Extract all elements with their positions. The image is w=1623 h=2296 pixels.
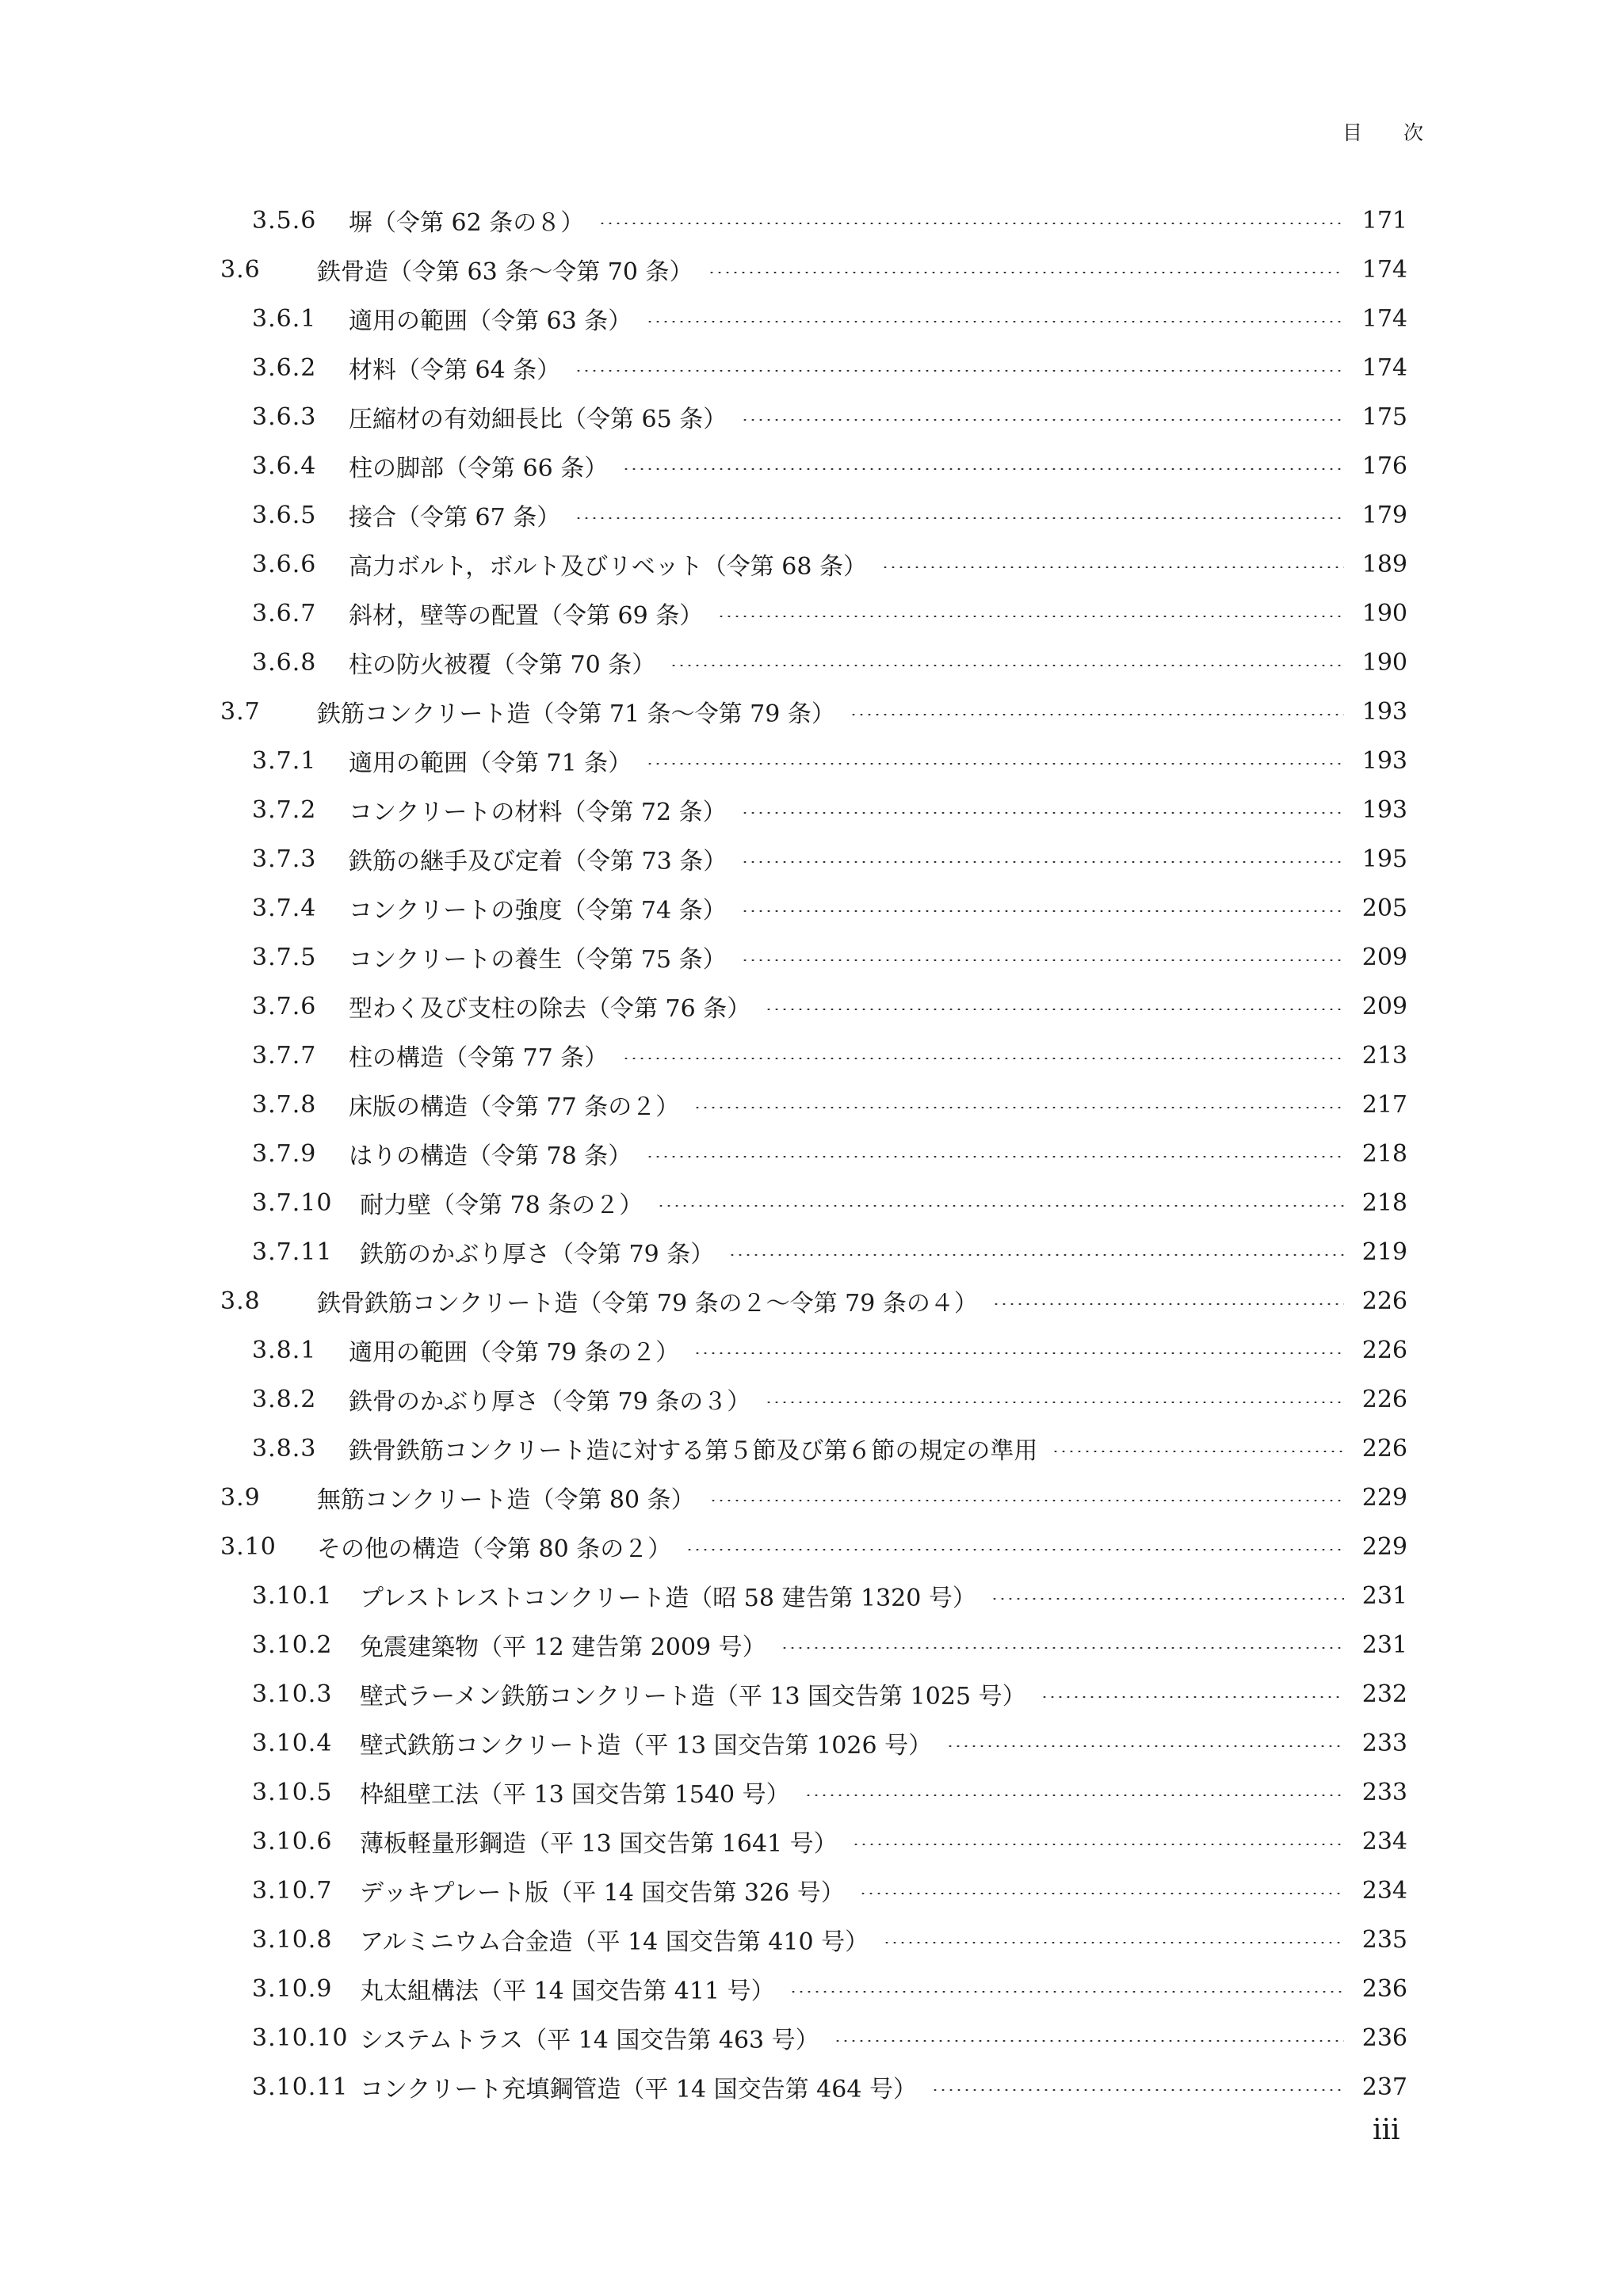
section-number: 3.7.7 (252, 1041, 317, 1070)
section-number: 3.6.5 (252, 501, 317, 529)
toc-entry[interactable] (220, 1178, 1407, 1227)
toc-entry[interactable] (220, 1129, 1407, 1178)
toc-entry-line (220, 1676, 1357, 1711)
dot-leader (804, 1794, 1344, 1796)
table-of-contents (220, 196, 1407, 2111)
section-title: 適用の範囲（令第 71 条） (349, 749, 632, 777)
page-ref: 217 (1361, 1090, 1407, 1119)
section-title: 鉄骨のかぶり厚さ（令第 79 条の３） (349, 1388, 751, 1416)
section-number: 3.8 (220, 1287, 261, 1315)
toc-entry-line (220, 1529, 1357, 1564)
section-number: 3.6.4 (252, 452, 317, 480)
section-title: システムトラス（平 14 国交告第 463 号） (360, 2027, 819, 2054)
section-title: 斜材，壁等の配置（令第 69 条） (349, 602, 704, 630)
dot-leader (693, 1107, 1344, 1108)
section-title: プレストレストコンクリート造（昭 58 建告第 1320 号） (360, 1585, 976, 1612)
toc-entry-line (220, 891, 1357, 925)
page-ref: 234 (1361, 1827, 1407, 1855)
section-number: 3.10.9 (252, 1974, 333, 2003)
section-number: 3.8.2 (252, 1385, 317, 1413)
page-ref: 190 (1361, 599, 1407, 627)
toc-entry-line (220, 301, 1357, 336)
toc-entry-line (220, 448, 1357, 483)
section-number: 3.7.11 (252, 1238, 333, 1266)
section-title: 丸太組構法（平 14 国交告第 411 号） (360, 1978, 775, 2005)
page-ref: 237 (1361, 2073, 1407, 2101)
section-number: 3.7.5 (252, 943, 317, 971)
page-ref: 174 (1361, 255, 1407, 284)
section-title: その他の構造（令第 80 条の２） (317, 1535, 672, 1563)
page-ref: 205 (1361, 894, 1407, 922)
page-ref: 232 (1361, 1680, 1407, 1708)
section-title: 型わく及び支柱の除去（令第 76 条） (349, 995, 751, 1023)
toc-entry-line (220, 1087, 1357, 1122)
section-number: 3.7.10 (252, 1188, 333, 1217)
dot-leader (598, 223, 1344, 224)
page-ref: 231 (1361, 1581, 1407, 1610)
page-ref: 226 (1361, 1434, 1407, 1463)
toc-entry-line (220, 694, 1357, 729)
page-ref: 209 (1361, 943, 1407, 971)
toc-entry-line (220, 596, 1357, 631)
page-ref: 193 (1361, 746, 1407, 775)
dot-leader (575, 517, 1344, 519)
dot-leader (883, 1942, 1344, 1943)
toc-entry-line (220, 1824, 1357, 1859)
toc-entry[interactable] (220, 1276, 1407, 1325)
dot-leader (622, 1058, 1344, 1059)
toc-entry-line (220, 2069, 1357, 2104)
page-ref: 175 (1361, 402, 1407, 431)
section-number: 3.6.8 (252, 648, 317, 677)
section-number: 3.7.6 (252, 992, 317, 1020)
page-ref: 174 (1361, 304, 1407, 333)
toc-entry-line (220, 2020, 1357, 2055)
toc-entry[interactable] (220, 1620, 1407, 1669)
section-title: 接合（令第 67 条） (349, 504, 561, 532)
dot-leader (646, 763, 1344, 765)
toc-entry-line (220, 1185, 1357, 1220)
dot-leader (741, 419, 1344, 421)
section-title: 柱の構造（令第 77 条） (349, 1044, 609, 1072)
section-number: 3.10.7 (252, 1876, 333, 1905)
toc-entry-line (220, 203, 1357, 238)
toc-entry[interactable] (220, 1669, 1407, 1718)
toc-entry[interactable] (220, 1080, 1407, 1129)
toc-entry-line (220, 989, 1357, 1024)
dot-leader (693, 1352, 1344, 1354)
section-number: 3.10.1 (252, 1581, 333, 1610)
dot-leader (765, 1009, 1344, 1010)
section-number: 3.8.3 (252, 1434, 317, 1463)
section-title: 圧縮材の有効細長比（令第 65 条） (349, 406, 727, 433)
section-title: 耐力壁（令第 78 条の２） (360, 1192, 643, 1219)
section-title: デッキプレート版（平 14 国交告第 326 号） (360, 1879, 845, 1907)
section-title: 適用の範囲（令第 79 条の２） (349, 1339, 680, 1367)
page-ref: 179 (1361, 501, 1407, 529)
page-ref: 234 (1361, 1876, 1407, 1905)
section-number: 3.10.3 (252, 1680, 333, 1708)
toc-entry[interactable] (220, 1031, 1407, 1080)
section-title: 適用の範囲（令第 63 条） (349, 307, 632, 335)
toc-entry[interactable] (220, 1915, 1407, 1964)
toc-entry[interactable] (220, 2013, 1407, 2062)
toc-entry-line (220, 841, 1357, 876)
toc-entry[interactable] (220, 196, 1407, 245)
toc-entry-line (220, 547, 1357, 582)
section-number: 3.10 (220, 1532, 277, 1561)
section-number: 3.7.4 (252, 894, 317, 922)
toc-entry-line (220, 792, 1357, 827)
section-number: 3.7.1 (252, 746, 317, 775)
toc-entry[interactable] (220, 687, 1407, 736)
page-ref: 226 (1361, 1385, 1407, 1413)
section-title: 鉄筋コンクリート造（令第 71 条～令第 79 条） (317, 700, 835, 728)
toc-entry[interactable] (220, 1375, 1407, 1424)
dot-leader (728, 1254, 1344, 1256)
page-number: iii (1373, 2114, 1400, 2146)
page-ref: 229 (1361, 1483, 1407, 1512)
toc-entry-line (220, 1627, 1357, 1662)
section-title: コンクリートの材料（令第 72 条） (349, 799, 727, 826)
section-title: 壁式鉄筋コンクリート造（平 13 国交告第 1026 号） (360, 1732, 933, 1760)
section-title: 高力ボルト，ボルト及びリベット（令第 68 条） (349, 553, 867, 581)
toc-entry-line (220, 1922, 1357, 1957)
page-ref: 190 (1361, 648, 1407, 677)
toc-entry[interactable] (220, 441, 1407, 490)
dot-leader (765, 1402, 1344, 1403)
dot-leader (991, 1598, 1344, 1600)
section-number: 3.6.7 (252, 599, 317, 627)
toc-entry[interactable] (220, 1571, 1407, 1620)
section-number: 3.7 (220, 697, 261, 726)
toc-entry-line (220, 743, 1357, 778)
toc-entry[interactable] (220, 1227, 1407, 1276)
section-number: 3.10.5 (252, 1778, 333, 1806)
toc-entry-line (220, 1333, 1357, 1367)
section-title: アルミニウム合金造（平 14 国交告第 410 号） (360, 1928, 869, 1956)
page-ref: 229 (1361, 1532, 1407, 1561)
dot-leader (931, 2089, 1344, 2091)
section-title: コンクリートの強度（令第 74 条） (349, 897, 727, 925)
page-ref: 236 (1361, 1974, 1407, 2003)
toc-entry-line (220, 1578, 1357, 1613)
header-part-1: 目 (1342, 121, 1363, 144)
section-title: 鉄骨鉄筋コンクリート造に対する第５節及び第６節の規定の準用 (349, 1437, 1038, 1465)
dot-leader (992, 1303, 1344, 1305)
section-title: 柱の防火被覆（令第 70 条） (349, 651, 656, 679)
dot-leader (946, 1745, 1344, 1747)
toc-entry[interactable] (220, 1473, 1407, 1522)
section-number: 3.10.4 (252, 1729, 333, 1757)
section-number: 3.6.2 (252, 353, 317, 382)
toc-entry[interactable] (220, 343, 1407, 392)
dot-leader (709, 1500, 1344, 1501)
section-number: 3.10.10 (252, 2023, 349, 2052)
section-number: 3.6.1 (252, 304, 317, 333)
dot-leader (881, 566, 1344, 568)
page-ref: 235 (1361, 1925, 1407, 1954)
section-title: 塀（令第 62 条の８） (349, 209, 585, 237)
page-ref: 174 (1361, 353, 1407, 382)
page-ref: 195 (1361, 845, 1407, 873)
dot-leader (859, 1893, 1344, 1894)
toc-entry[interactable] (220, 589, 1407, 638)
toc-entry[interactable] (220, 982, 1407, 1031)
dot-leader (741, 910, 1344, 912)
dot-leader (1052, 1451, 1344, 1452)
dot-leader (741, 959, 1344, 961)
page-ref: 233 (1361, 1729, 1407, 1757)
section-number: 3.6.6 (252, 550, 317, 578)
toc-entry-line (220, 1038, 1357, 1073)
dot-leader (850, 714, 1344, 715)
dot-leader (852, 1844, 1344, 1845)
page-ref: 231 (1361, 1630, 1407, 1659)
toc-entry-line (220, 252, 1357, 287)
section-title: はりの構造（令第 78 条） (349, 1142, 632, 1170)
toc-entry-line (220, 940, 1357, 974)
toc-entry-line (220, 1136, 1357, 1171)
section-title: コンクリートの養生（令第 75 条） (349, 946, 727, 974)
dot-leader (622, 468, 1344, 470)
page-ref: 218 (1361, 1139, 1407, 1168)
section-number: 3.10.6 (252, 1827, 333, 1855)
section-number: 3.7.9 (252, 1139, 317, 1168)
dot-leader (575, 370, 1344, 372)
toc-entry[interactable] (220, 1817, 1407, 1866)
section-number: 3.5.6 (252, 206, 317, 235)
section-number: 3.7.2 (252, 795, 317, 824)
toc-entry-line (220, 1283, 1357, 1318)
toc-entry[interactable] (220, 883, 1407, 933)
section-number: 3.6 (220, 255, 261, 284)
section-title: 鉄筋のかぶり厚さ（令第 79 条） (360, 1241, 715, 1268)
page-ref: 193 (1361, 795, 1407, 824)
toc-entry[interactable] (220, 540, 1407, 589)
toc-entry[interactable] (220, 490, 1407, 540)
dot-leader (670, 665, 1344, 666)
page-ref: 233 (1361, 1778, 1407, 1806)
running-header (1342, 117, 1423, 146)
toc-entry-line (220, 1873, 1357, 1908)
section-title: 薄板軽量形鋼造（平 13 国交告第 1641 号） (360, 1830, 838, 1858)
toc-entry[interactable] (220, 1768, 1407, 1817)
toc-entry[interactable] (220, 2062, 1407, 2111)
section-title: 鉄筋の継手及び定着（令第 73 条） (349, 848, 727, 875)
section-title: コンクリート充填鋼管造（平 14 国交告第 464 号） (360, 2076, 917, 2103)
toc-entry[interactable] (220, 638, 1407, 687)
header-part-2: 次 (1403, 121, 1424, 144)
dot-leader (781, 1647, 1344, 1649)
toc-entry[interactable] (220, 1424, 1407, 1473)
toc-entry-line (220, 1234, 1357, 1269)
section-number: 3.10.8 (252, 1925, 333, 1954)
toc-entry[interactable] (220, 1866, 1407, 1915)
toc-entry-line (220, 350, 1357, 385)
page-ref: 189 (1361, 550, 1407, 578)
page-ref: 226 (1361, 1287, 1407, 1315)
section-title: 床版の構造（令第 77 条の２） (349, 1093, 680, 1121)
dot-leader (657, 1205, 1344, 1207)
toc-entry-line (220, 1480, 1357, 1515)
dot-leader (708, 272, 1345, 273)
page-ref: 219 (1361, 1238, 1407, 1266)
page-ref: 176 (1361, 452, 1407, 480)
dot-leader (646, 1156, 1344, 1158)
toc-entry-line (220, 1431, 1357, 1466)
toc-entry-line (220, 1382, 1357, 1417)
page-ref: 209 (1361, 992, 1407, 1020)
toc-entry[interactable] (220, 1964, 1407, 2013)
section-number: 3.10.11 (252, 2073, 349, 2101)
toc-entry-line (220, 1971, 1357, 2006)
dot-leader (741, 861, 1344, 863)
toc-entry[interactable] (220, 245, 1407, 294)
toc-entry-line (220, 498, 1357, 532)
toc-entry[interactable] (220, 785, 1407, 834)
toc-entry[interactable] (220, 294, 1407, 343)
dot-leader (685, 1549, 1344, 1550)
section-title: 壁式ラーメン鉄筋コンクリート造（平 13 国交告第 1025 号） (360, 1683, 1026, 1711)
toc-entry[interactable] (220, 933, 1407, 982)
section-number: 3.8.1 (252, 1336, 317, 1364)
section-title: 免震建築物（平 12 建告第 2009 号） (360, 1634, 766, 1661)
section-number: 3.9 (220, 1483, 261, 1512)
page-ref: 218 (1361, 1188, 1407, 1217)
page-ref: 193 (1361, 697, 1407, 726)
page-ref: 226 (1361, 1336, 1407, 1364)
toc-entry-line (220, 399, 1357, 434)
section-title: 鉄骨鉄筋コンクリート造（令第 79 条の２～令第 79 条の４） (317, 1290, 978, 1318)
toc-entry-line (220, 1726, 1357, 1760)
section-title: 枠組壁工法（平 13 国交告第 1540 号） (360, 1781, 790, 1809)
section-number: 3.7.3 (252, 845, 317, 873)
section-title: 材料（令第 64 条） (349, 357, 561, 384)
toc-entry[interactable] (220, 392, 1407, 441)
toc-entry-line (220, 645, 1357, 680)
toc-entry[interactable] (220, 834, 1407, 883)
page-ref: 236 (1361, 2023, 1407, 2052)
dot-leader (789, 1991, 1344, 1993)
dot-leader (717, 616, 1344, 617)
dot-leader (1041, 1696, 1344, 1698)
dot-leader (741, 812, 1344, 814)
toc-entry[interactable] (220, 1718, 1407, 1768)
section-title: 柱の脚部（令第 66 条） (349, 455, 609, 482)
section-title: 鉄骨造（令第 63 条～令第 70 条） (317, 258, 693, 286)
toc-entry-line (220, 1775, 1357, 1810)
dot-leader (646, 321, 1344, 322)
toc-entry[interactable] (220, 1325, 1407, 1375)
page-ref: 171 (1361, 206, 1407, 235)
toc-entry[interactable] (220, 736, 1407, 785)
section-number: 3.6.3 (252, 402, 317, 431)
section-title: 無筋コンクリート造（令第 80 条） (317, 1486, 695, 1514)
dot-leader (834, 2040, 1344, 2042)
toc-entry[interactable] (220, 1522, 1407, 1571)
section-number: 3.10.2 (252, 1630, 333, 1659)
page-ref: 213 (1361, 1041, 1407, 1070)
section-number: 3.7.8 (252, 1090, 317, 1119)
